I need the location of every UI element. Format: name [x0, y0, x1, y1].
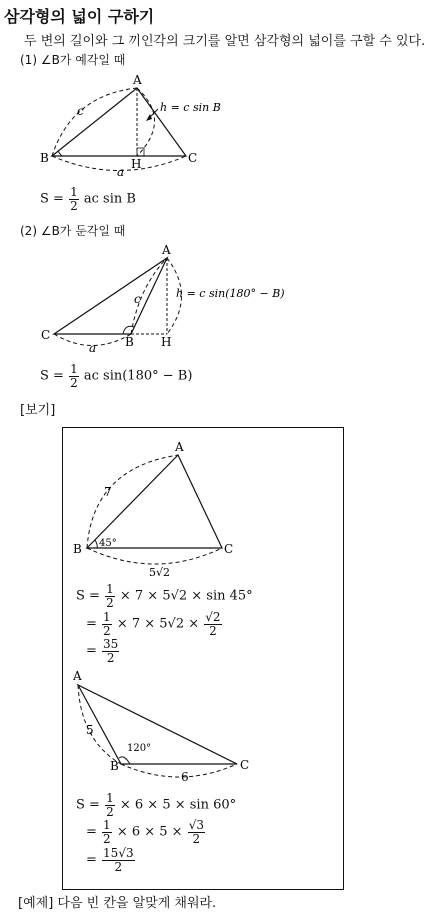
formula-rest: ac sin(180° − B): [83, 368, 193, 384]
ex1-step2: = $\frac{1}{2}$ × 7 × 5√2 × $\frac{√2}{2}$: [86, 610, 221, 638]
ex2-step2: = $\frac{1}{2}$ × 6 × 5 × $\frac{√3}{2}$: [86, 818, 204, 846]
pointer-arrowhead: [146, 114, 152, 121]
example-label: [보기]: [20, 403, 56, 418]
ex1-step1: S = $\frac{1}{2}$ × 7 × 5√2 × sin 45°: [76, 582, 253, 610]
height-brace: [137, 88, 155, 156]
case1-heading: (1) ∠B가 예각일 때: [20, 53, 126, 67]
ex1-step3: = $\frac{35}{2}$: [86, 637, 119, 665]
page-title: 삼각형의 넓이 구하기: [4, 7, 155, 26]
label-b-ex1: B: [73, 542, 82, 556]
label-side-c-1: c: [77, 104, 84, 118]
label-b-ex2: B: [110, 759, 119, 773]
label-a-ex2: A: [73, 669, 82, 683]
label-side-a-2: a: [89, 341, 97, 355]
label-b-1: B: [40, 151, 49, 165]
label-c-2: C: [41, 328, 51, 342]
formula-lhs: S =: [40, 191, 64, 207]
label-side-c-2: c: [134, 292, 141, 306]
case2-heading: (2) ∠B가 둔각일 때: [20, 224, 126, 238]
label-h-2: H: [161, 335, 172, 349]
label-a-ex1: A: [175, 440, 184, 454]
fraction-half: $\frac{1}{2}$: [70, 362, 78, 390]
label-height-2: h = c sin(180° − B): [176, 287, 285, 300]
label-b-2: B: [125, 335, 134, 349]
label-a-1: A: [133, 73, 142, 87]
label-side-5root2: 5√2: [149, 566, 171, 579]
label-angle-45: 45°: [99, 538, 117, 549]
label-side-6: 6: [181, 770, 189, 784]
label-side-7: 7: [104, 485, 112, 499]
label-height-1: h = c sin B: [160, 101, 221, 114]
exercise-text: [예제] 다음 빈 칸을 알맞게 채워라.: [18, 896, 217, 911]
label-a-2: A: [162, 243, 171, 257]
fraction-half: $\frac{1}{2}$: [70, 185, 78, 213]
label-c-1: C: [188, 151, 198, 165]
formula-lhs: S =: [40, 368, 64, 384]
formula-case1: [40, 186, 136, 212]
triangle-abc-acute: [52, 88, 186, 156]
label-c-ex1: C: [224, 542, 234, 556]
formula-case2: [40, 363, 192, 389]
triangle-abc-obtuse: [54, 258, 167, 334]
ex2-step3: = $\frac{15√3}{2}$: [86, 846, 134, 874]
formula-rest: ac sin B: [83, 191, 136, 207]
label-side-5: 5: [86, 723, 94, 737]
angle-b-arc: [58, 151, 63, 156]
label-angle-120: 120°: [127, 743, 152, 754]
label-h-1: H: [131, 157, 142, 171]
intro-text: 두 변의 길이와 그 끼인각의 크기를 알면 삼각형의 넓이를 구할 수 있다.: [24, 34, 425, 49]
ex2-step1: S = $\frac{1}{2}$ × 6 × 5 × sin 60°: [76, 791, 237, 819]
label-c-ex2: C: [240, 758, 250, 772]
obtuse-triangle-figure: [54, 258, 182, 346]
label-side-a-1: a: [117, 165, 125, 179]
